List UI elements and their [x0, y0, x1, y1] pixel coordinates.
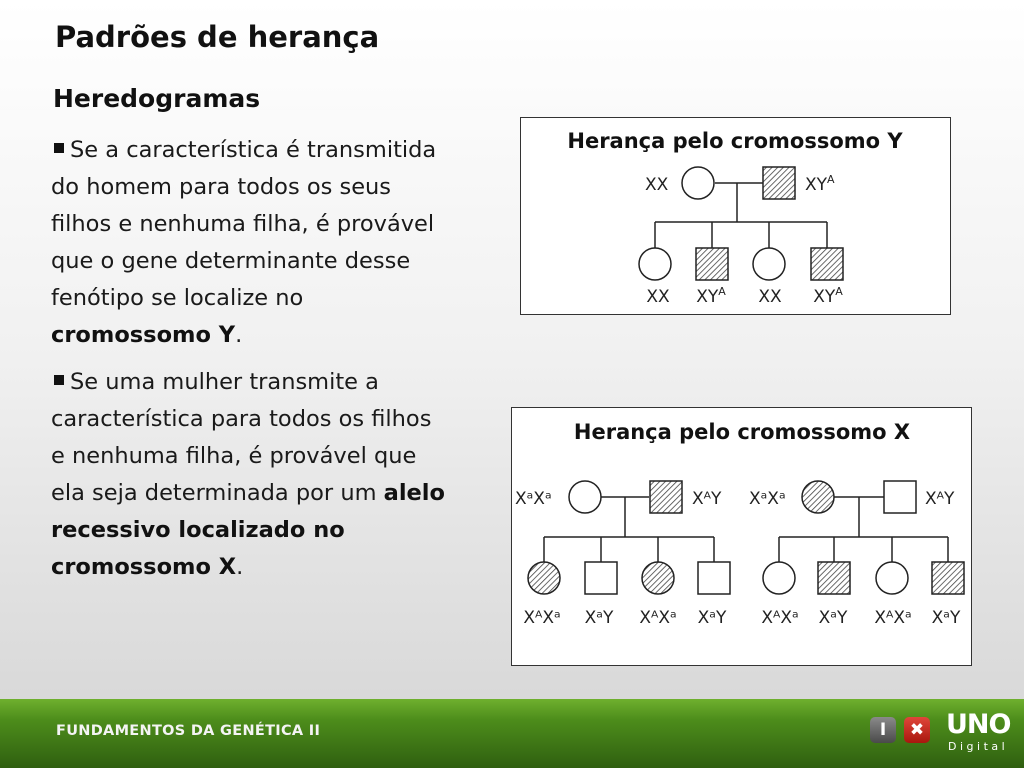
child-genotype: XᴬXᵃ — [761, 608, 799, 628]
bullet-list — [51, 132, 451, 596]
son-affected-symbol — [818, 562, 850, 594]
child-genotype: XᴬXᵃ — [523, 608, 561, 628]
daughter-symbol — [876, 562, 908, 594]
footer-bar — [0, 699, 1024, 768]
child-genotype: XᴬXᵃ — [874, 608, 912, 628]
son-symbol — [585, 562, 617, 594]
child-genotype: XX — [758, 287, 782, 307]
child-genotype: $XY^A$ — [696, 285, 726, 307]
daughter-carrier-symbol — [528, 562, 560, 594]
bullet-square-icon — [54, 375, 64, 385]
child-genotype: $XY^A$ — [813, 285, 843, 307]
pedigree-y-title: Herança pelo cromossomo Y — [567, 129, 903, 153]
daughter-symbol — [763, 562, 795, 594]
bullet-bold-term: cromossomo Y — [51, 322, 236, 348]
pedigree-x-panel — [511, 407, 972, 666]
child-genotype: XᵃY — [584, 608, 614, 628]
bullet-end: . — [235, 322, 243, 348]
father-affected-symbol — [650, 481, 682, 513]
child-genotype: XᴬXᵃ — [639, 608, 677, 628]
child-genotype: XᵃY — [818, 608, 848, 628]
footer-course-title: FUNDAMENTOS DA GENÉTICA II — [56, 723, 321, 739]
pedigree-x-family-1 — [515, 481, 730, 628]
child-genotype: XᵃY — [697, 608, 727, 628]
daughter-carrier-symbol — [642, 562, 674, 594]
bullet-text: Se uma mulher transmite a característica para todos os filhos e nenhuma filha, é provável que ela seja determinada por um — [51, 369, 432, 506]
mother-affected-symbol — [802, 481, 834, 513]
bullet-square-icon — [54, 143, 64, 153]
bullet-end: . — [236, 554, 244, 580]
son-symbol — [698, 562, 730, 594]
son-affected-symbol — [696, 248, 728, 280]
pedigree-y-diagram — [521, 118, 950, 314]
mother-genotype: XX — [645, 175, 669, 195]
mother-symbol — [569, 481, 601, 513]
child-genotype: XX — [646, 287, 670, 307]
pedigree-x-title: Herança pelo cromossomo X — [573, 420, 911, 444]
mother-symbol — [682, 167, 714, 199]
info-logo-icon: I — [870, 717, 896, 743]
son-affected-symbol — [811, 248, 843, 280]
child-genotype: XᵃY — [931, 608, 961, 628]
brand-subtitle: Digital — [948, 740, 1009, 753]
bullet-x-chromosome — [51, 364, 451, 586]
page-title: Padrões de herança — [55, 20, 380, 54]
pedigree-y-panel — [520, 117, 951, 315]
father-symbol — [884, 481, 916, 513]
pedigree-x-diagram — [512, 408, 971, 665]
bullet-y-chromosome — [51, 132, 451, 354]
section-subtitle: Heredogramas — [53, 84, 261, 113]
daughter-symbol — [753, 248, 785, 280]
daughter-symbol — [639, 248, 671, 280]
bullet-bold-term: alelo recessivo localizado no cromossomo X — [51, 480, 445, 580]
father-genotype: XᴬY — [692, 489, 722, 509]
bullet-text: Se a característica é transmitida do homem para todos os seus filhos e nenhuma filha, é provável que o gene determinante desse fenótipo se localize no — [51, 137, 437, 311]
father-genotype: $XY^A$ — [805, 173, 835, 195]
pedigree-x-family-2 — [749, 481, 964, 628]
close-logo-icon: ✖ — [904, 717, 930, 743]
father-affected-symbol — [763, 167, 795, 199]
father-genotype: XᴬY — [925, 489, 955, 509]
mother-genotype: XᵃXᵃ — [515, 489, 552, 509]
mother-genotype: XᵃXᵃ — [749, 489, 786, 509]
brand-logo: UNO — [946, 709, 1011, 740]
son-affected-symbol — [932, 562, 964, 594]
